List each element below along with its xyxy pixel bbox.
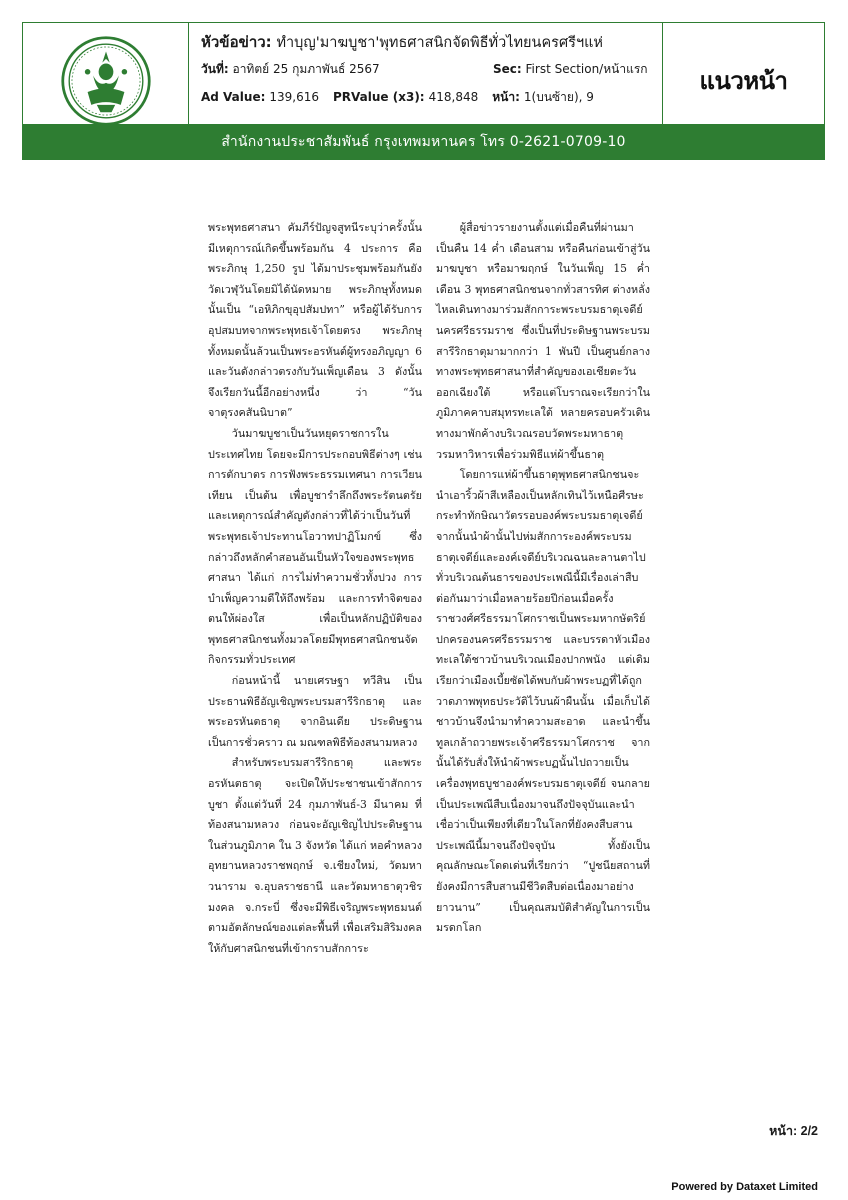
value-row <box>201 88 662 106</box>
agency-banner-text: สำนักงานประชาสัมพันธ์ กรุงเทพมหานคร โทร 0-2621-0709-10 <box>221 134 626 150</box>
ad-value: 139,616 <box>269 90 320 104</box>
article-column-left <box>208 218 422 959</box>
paragraph: ก่อนหน้านี้ นายเศรษฐา ทวีสิน เป็นประธานพิธีอัญเชิญพระบรมสารีริกธาตุ และพระอรหันตธาตุ จากอินเดีย ประดิษฐานเป็นการชั่วคราว ณ มณฑลพิธีท้องสนามหลวง <box>208 674 422 749</box>
paragraph: โดยการแห่ผ้าขึ้นธาตุพุทธศาสนิกชนจะนำเอาริ้วผ้าสีเหลืองเป็นหลักเทินไว้เหนือศีรษะกระทำทักษิณาวัตรรอบองค์พระบรมธาตุเจดีย์ จากนั้นนำผ้านั้นไปห่มสักการะองค์พระบรมธาตุเจดีย์และองค์เจดีย์บริเวณฉนละลานตาไปทั่วบริเวณต้นธารของประเพณีนี้มีเรื่องเล่าสืบต่อกันมาว่าเมื่อหลายร้อยปีก่อนเมื่อครั้งราชวงศ์ศรีธรรมาโศกราชเป็นพระมหากษัตริย์ปกครองนครศรีธรรมราช และบรรดาหัวเมืองทะเลใต้ชาวบ้านบริเวณเมืองปากพนัง แต่เดิมเรียกว่าเมืองเบี้ยซัดได้พบกับผ้าพระบฏที่ได้ถูกวาดภาพพุทธประวัติไว้บนผ้าผืนนั้น เมื่อเก็บได้ชาวบ้านจึงนำมาทำความสะอาด และนำขึ้นทูลเกล้าถวายพระเจ้าศรีธรรมาโศกราช จากนั้นได้รับสั่งให้นำผ้าพระบฏนั้นไปถวายเป็นเครื่องพุทธบูชาองค์พระบรมธาตุเจดีย์ จนกลายเป็นประเพณีสืบเนื่องมาจนถึงปัจจุบันและนำเชื่อว่าเป็นเพียงที่เดียวในโลกที่ยังคงสืบสานประเพณีนี้มาจนถึงปัจจุบัน ทั้งยังเป็นคุณลักษณะโดดเด่นที่เรียกว่า “ปูชนียสถานที่ยังคงมีการสืบสานมีชีวิตสืบต่อเนื่องมาอย่างยาวนาน” เป็นคุณสมบัติสำคัญในการเป็นมรดกโลก <box>436 468 650 935</box>
seal-logo-icon <box>60 35 152 127</box>
page-value: 1(บนซ้าย), 9 <box>523 90 594 104</box>
date-section-row <box>201 60 662 78</box>
headline-row <box>201 31 662 54</box>
ad-value-label: Ad Value: <box>201 90 266 104</box>
agency-banner <box>22 124 825 160</box>
paragraph: พระพุทธศาสนา คัมภีร์ปัญจสูทนีระบุว่าครั้งนั้น มีเหตุการณ์เกิดขึ้นพร้อมกัน 4 ประการ คือ พระภิกษุ 1,250 รูป ได้มาประชุมพร้อมกันยังวัดเวฬุวันโดยมิได้นัดหมาย พระภิกษุทั้งหมดนั้นเป็น “เอหิภิกขุอุปสัมปทา” หรือผู้ได้รับการอุปสมบทจากพระพุทธเจ้าโดยตรง พระภิกษุทั้งหมดนั้นล้วนเป็นพระอรหันต์ผู้ทรงอภิญญา 6 และวันดังกล่าวตรงกับวันเพ็ญเดือน 3 ดังนั้น จึงเรียกวันนี้อีกอย่างหนึ่ง ว่า “วันจาตุรงคสันนิบาต” <box>208 221 422 420</box>
publication-name: แนวหน้า <box>699 67 788 95</box>
headline-label: หัวข้อข่าว: <box>201 33 272 51</box>
pr-value: 418,848 <box>428 90 479 104</box>
info-cell <box>189 23 663 138</box>
pr-value-label: PRValue (x3): <box>333 90 425 104</box>
section-value: First Section/หน้าแรก <box>525 62 648 76</box>
section-block <box>493 60 648 78</box>
page-indicator: หน้า: 2/2 <box>769 1124 818 1138</box>
clipping-header <box>22 22 825 139</box>
powered-by: Powered by Dataxet Limited <box>671 1181 818 1193</box>
paragraph: ผู้สื่อข่าวรายงานตั้งแต่เมื่อคืนที่ผ่านมาเป็นคืน 14 ค่ำ เดือนสาม หรือคืนก่อนเข้าสู่วันมาฆบูชา หรือมาฆฤกษ์ ในวันเพ็ญ 15 ค่ำ เดือน 3 พุทธศาสนิกชนจากทั่วสารทิศ ต่างหลั่งไหลเดินทางมาร่วมสักการะพระบรมธาตุเจดีย์นครศรีธรรมราช ซึ่งเป็นที่ประดิษฐานพระบรมสารีริกธาตุมามากกว่า 1 พันปี เป็นศูนย์กลางทางพระพุทธศาสนาที่สำคัญของเอเชียตะวันออกเฉียงใต้ หรือแต่โบราณจะเรียกว่าในภูมิภาคคาบสมุทรทะเลใต้ หลายครอบครัวเดินทางมาพักค้างบริเวณรอบวัดพระมหาธาตุวรมหาวิหารเพื่อร่วมพิธีแห่ผ้าขึ้นธาตุ <box>436 221 650 461</box>
headline-text: ทำบุญ'มาฆบูชา'พุทธศาสนิกจัดพิธีทั่วไทยนครศรีฯแห่ <box>276 35 603 51</box>
paragraph: สำหรับพระบรมสารีริกธาตุ และพระอรหันตธาตุ จะเปิดให้ประชาชนเข้าสักการบูชา ตั้งแต่วันที่ 24 กุมภาพันธ์-3 มีนาคม ที่ท้องสนามหลวง ก่อนจะอัญเชิญไปประดิษฐานในส่วนภูมิภาค ใน 3 จังหวัด ได้แก่ หอคำหลวง อุทยานหลวงราชพฤกษ์ จ.เชียงใหม่, วัดมหาวนาราม จ.อุบลราชธานี และวัดมหาธาตุวชิรมงคล จ.กระบี่ ซึ่งจะมีพิธีเจริญพระพุทธมนต์ ตามอัตลักษณ์ของแต่ละพื้นที่ เพื่อเสริมสิริมงคลให้กับศาสนิกชนที่เข้ากราบสักการะ <box>208 756 422 955</box>
page-label: หน้า: <box>492 90 520 104</box>
publication-cell <box>663 23 824 138</box>
date-label: วันที่: <box>201 62 229 76</box>
paragraph: วันมาฆบูชาเป็นวันหยุดราชการในประเทศไทย โดยจะมีการประกอบพิธีต่างๆ เช่น การตักบาตร การฟังพระธรรมเทศนา การเวียนเทียน เป็นต้น เพื่อบูชารำลึกถึงพระรัตนตรัยและเหตุการณ์สำคัญดังกล่าวที่ได้ว่าเป็นวันที่พระพุทธเจ้าประทานโอวาทปาฏิโมกข์ ซึ่งกล่าวถึงหลักคำสอนอันเป็นหัวใจของพระพุทธศาสนา ได้แก่ การไม่ทำความชั่วทั้งปวง การบำเพ็ญความดีให้ถึงพร้อม และการทำจิตของตนให้ผ่องใส เพื่อเป็นหลักปฏิบัติของพุทธศาสนิกชนทั้งมวลโดยมีพุทธศาสนิกชนจัดกิจกรรมทั่วประเทศ <box>208 426 422 667</box>
date-value: อาทิตย์ 25 กุมภาพันธ์ 2567 <box>232 62 380 76</box>
logo-cell <box>23 23 189 138</box>
date-block <box>201 60 493 78</box>
section-label: Sec: <box>493 62 522 76</box>
article-column-right <box>436 218 650 939</box>
